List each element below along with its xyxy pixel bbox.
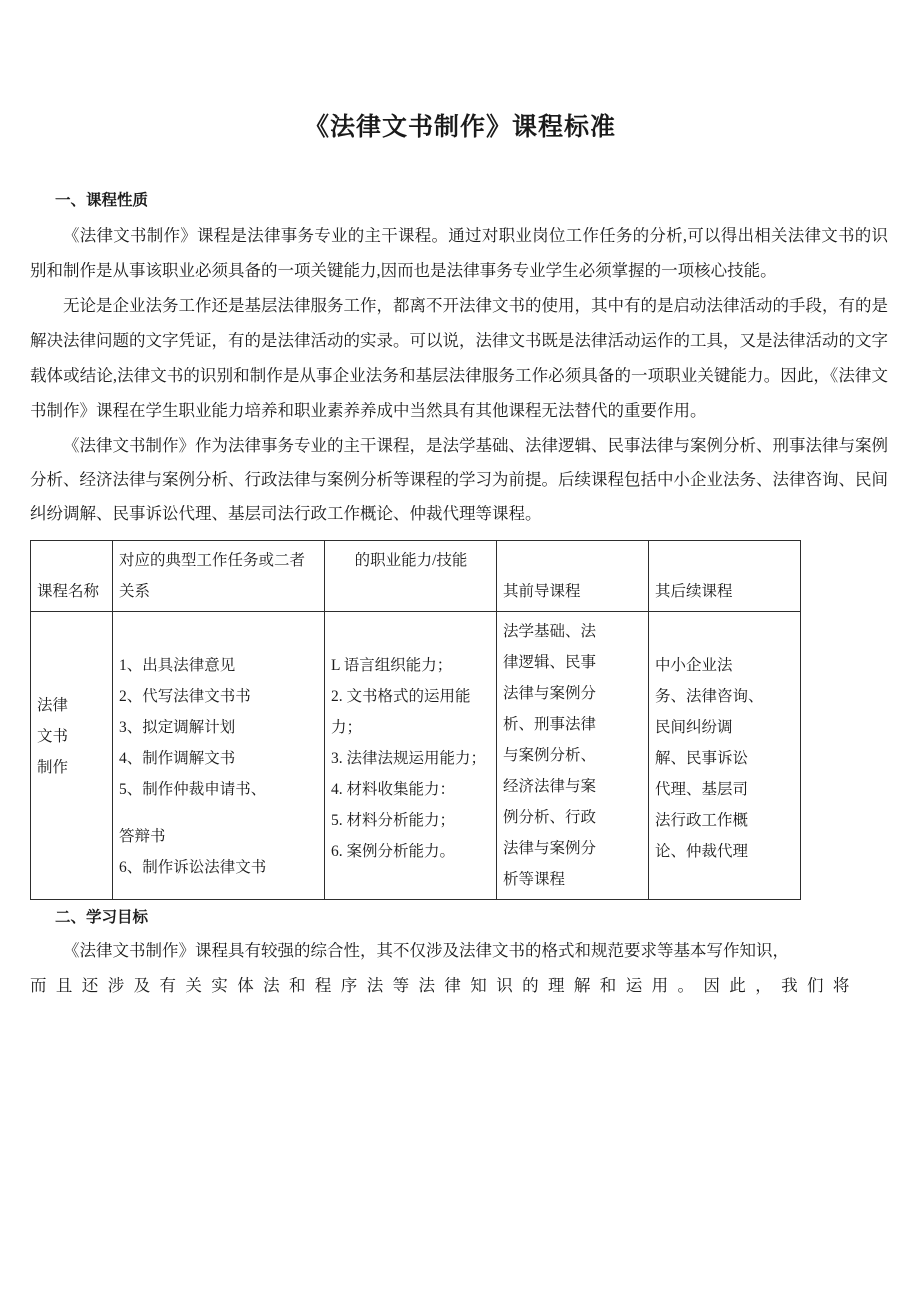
followup-line-1: 中小企业法 — [655, 656, 733, 674]
section-heading-course-nature: 一、课程性质 — [55, 191, 149, 209]
skill-item-2-cont: 力； — [331, 718, 363, 736]
course-name-stack — [37, 616, 107, 783]
course-name-line-1: 法律 — [37, 696, 69, 714]
prerequisite-line-5: 与案例分析、 — [503, 746, 597, 764]
table-header-prerequisite: 其前导课程 — [497, 540, 649, 611]
cell-tasks — [113, 611, 325, 899]
table-header-tasks: 对应的典型工作任务或二者关系 — [113, 540, 325, 611]
skill-item-4: 4. 材料收集能力： — [331, 780, 456, 798]
skill-item-5: 5. 材料分析能力； — [331, 811, 456, 829]
prerequisite-line-7: 例分析、行政 — [503, 808, 597, 826]
followup-line-6: 法行政工作概 — [655, 811, 749, 829]
table-header-row — [31, 540, 801, 611]
prerequisite-line-9: 析等课程 — [503, 870, 566, 888]
task-item-6: 6、制作诉讼法律文书 — [119, 858, 267, 876]
followup-line-5: 代理、基层司 — [655, 780, 749, 798]
section-heading-learning-goals: 二、学习目标 — [55, 908, 149, 926]
paragraph-4-continuation: 而且还涉及有关实体法和程序法等法律知识的理解和运用。因此，我们将 — [30, 976, 859, 996]
page-title: 《法律文书制作》课程标准 — [303, 114, 616, 141]
prerequisite-line-8: 法律与案例分 — [503, 839, 597, 857]
followup-line-2: 务、法律咨询、 — [655, 687, 764, 705]
task-list — [119, 616, 319, 883]
followup-line-3: 民间纠纷调 — [655, 718, 733, 736]
task-item-3: 3、拟定调解计划 — [119, 718, 236, 736]
course-name-line-2: 文书 — [37, 727, 69, 745]
followup-lines — [655, 616, 795, 867]
course-name-line-3: 制作 — [37, 758, 69, 776]
task-item-4: 4、制作调解文书 — [119, 749, 236, 767]
table-header-followup: 其后续课程 — [649, 540, 801, 611]
section-body-learning-goals — [0, 934, 920, 1004]
table-header-skills: 的职业能力/技能 — [325, 540, 497, 611]
prerequisite-lines — [503, 616, 643, 895]
paragraph-1: 《法律文书制作》课程是法律事务专业的主干课程。通过对职业岗位工作任务的分析,可以得出相关法律文书的识别和制作是从事该职业必须具备的一项关键能力,因而也是法律事务专业学生必须掌握的一项核心技能。 — [30, 226, 888, 281]
skill-item-3: 3. 法律法规运用能力； — [331, 749, 487, 767]
paragraph-3: 《法律文书制作》作为法律事务专业的主干课程，是法学基础、法律逻辑、民事法律与案例分析、刑事法律与案例分析、经济法律与案例分析、行政法律与案例分析等课程的学习为前提。后续课程包括中小企业法务、法律咨询、民间纠纷调解、民事诉讼代理、基层司法行政工作概论、仲裁代理等课程。 — [30, 436, 888, 524]
task-item-5-cont: 答辩书 — [119, 827, 166, 845]
prerequisite-line-4: 析、刑事法律 — [503, 715, 597, 733]
followup-line-4: 解、民事诉讼 — [655, 749, 749, 767]
followup-line-7: 论、仲裁代理 — [655, 842, 749, 860]
cell-followup-courses — [649, 611, 801, 899]
task-item-2: 2、代写法律文书书 — [119, 687, 251, 705]
task-item-1: 1、出具法律意见 — [119, 656, 236, 674]
skill-item-1: L 语言组织能力； — [331, 656, 453, 674]
table-row — [31, 611, 801, 899]
cell-prerequisite-courses — [497, 611, 649, 899]
prerequisite-line-2: 律逻辑、民事 — [503, 653, 597, 671]
prerequisite-line-6: 经济法律与案 — [503, 777, 597, 795]
paragraph-4: 《法律文书制作》课程具有较强的综合性，其不仅涉及法律文书的格式和规范要求等基本写作知识， — [63, 941, 789, 961]
skill-item-2: 2. 文书格式的运用能 — [331, 687, 471, 705]
section-body-course-nature — [0, 219, 920, 531]
cell-skills — [325, 611, 497, 899]
prerequisite-line-3: 法律与案例分 — [503, 684, 597, 702]
course-relation-table — [30, 540, 801, 900]
skill-item-6: 6. 案例分析能力。 — [331, 842, 456, 860]
task-item-5: 5、制作仲裁申请书、 — [119, 780, 267, 798]
skill-list — [331, 616, 491, 867]
cell-course-name — [31, 611, 113, 899]
table-header-course-name: 课程名称 — [31, 540, 113, 611]
prerequisite-line-1: 法学基础、法 — [503, 622, 597, 640]
paragraph-2: 无论是企业法务工作还是基层法律服务工作，都离不开法律文书的使用，其中有的是启动法律活动的手段，有的是解决法律问题的文字凭证，有的是法律活动的实录。可以说，法律文书既是法律活动运作的工具，又是法律活动的文字载体或结论,法律文书的识别和制作是从事企业法务和基层法律服务工作必须具备的一项职业关键能力。因此，《法律文书制作》课程在学生职业能力培养和职业素养养成中当然具有其他课程无法替代的重要作用。 — [30, 296, 888, 421]
